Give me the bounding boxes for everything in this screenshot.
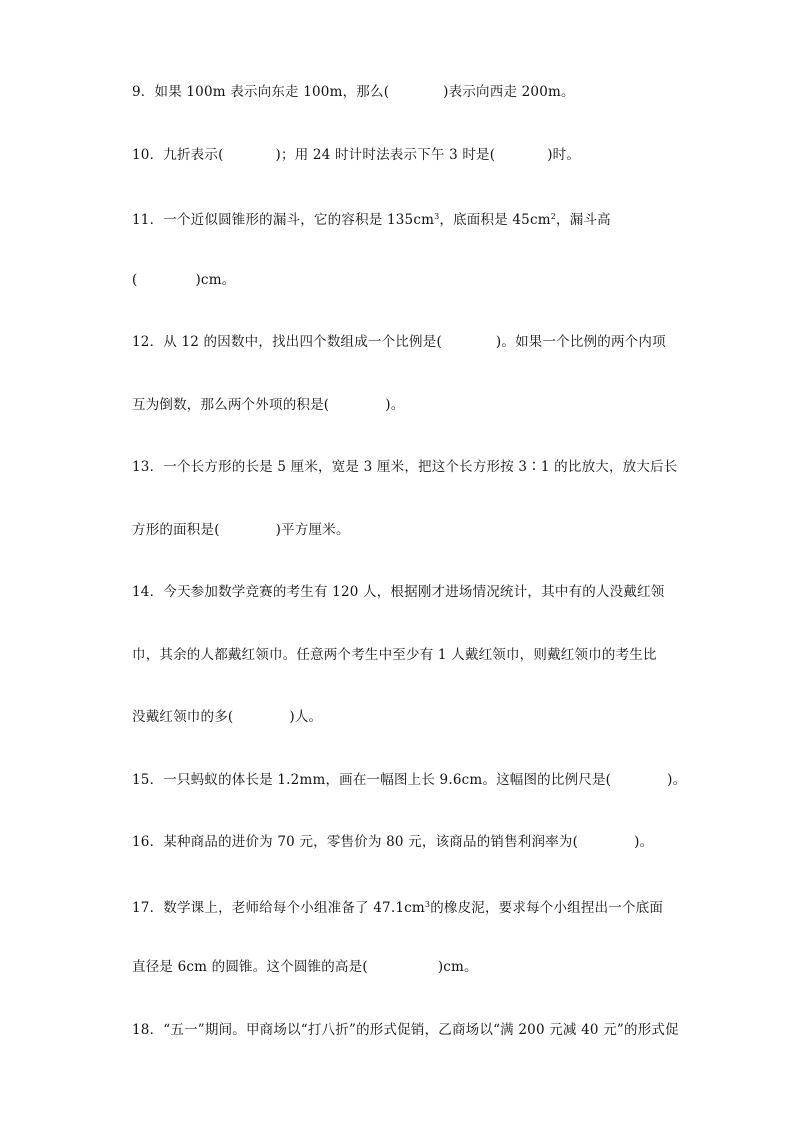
q11-text-pre: 11．一个近似圆锥形的漏斗，它的容积是 135cm — [132, 212, 435, 228]
q12-text-pre-2: 互为倒数，那么两个外项的积是( — [132, 397, 330, 413]
question-18-line-1 — [132, 1020, 679, 1040]
question-10 — [132, 145, 580, 165]
q10-text-post: )时。 — [547, 147, 581, 163]
question-11-line-2 — [132, 270, 235, 290]
q18-text: 18．“五一”期间。甲商场以“打八折”的形式促销，乙商场以“满 200 元减 40 元”的形式促 — [132, 1022, 679, 1038]
question-17-line-1 — [132, 895, 663, 918]
q15-text-pre: 15．一只蚂蚁的体长是 1.2mm，画在一幅图上长 9.6cm。这幅图的比例尺是( — [132, 772, 612, 788]
q13-text-post: )平方厘米。 — [275, 522, 350, 538]
q17-text-post-2: )cm。 — [437, 959, 478, 975]
q16-text-post: )。 — [634, 834, 654, 850]
question-12-line-1 — [132, 332, 666, 352]
question-14-line-1 — [132, 582, 664, 602]
question-14-line-2 — [132, 645, 657, 665]
question-13-line-2 — [132, 520, 350, 540]
q10-text-pre: 10．九折表示( — [132, 147, 224, 163]
q14-text-2: 巾，其余的人都戴红领巾。任意两个考生中至少有 1 人戴红领巾，则戴红领巾的考生比 — [132, 647, 657, 663]
superscript: 3 — [434, 212, 440, 221]
question-11-line-1 — [132, 207, 611, 230]
q11-text-mid: ，底面积是 45cm — [439, 212, 551, 228]
question-15 — [132, 770, 686, 790]
question-14-line-3 — [132, 707, 322, 727]
superscript: 3 — [424, 900, 431, 909]
question-9 — [132, 82, 575, 102]
q13-text-pre: 方形的面积是( — [132, 522, 220, 538]
q9-text-pre: 9．如果 100m 表示向东走 100m，那么( — [132, 84, 390, 100]
q12-text-pre: 12．从 12 的因数中，找出四个数组成一个比例是( — [132, 334, 442, 350]
q9-text-post: )表示向西走 200m。 — [443, 84, 575, 100]
question-16 — [132, 832, 653, 852]
q10-text-mid: )；用 24 时计时法表示下午 3 时是( — [275, 147, 496, 163]
q12-text-post-2: )。 — [385, 397, 405, 413]
q17-text-pre: 17．数学课上，老师给每个小组准备了 47.1cm — [132, 900, 425, 916]
q15-text-post: )。 — [667, 772, 687, 788]
question-12-line-2 — [132, 395, 404, 415]
superscript: 2 — [550, 212, 557, 221]
q12-text-post: )。如果一个比例的两个内项 — [495, 334, 666, 350]
q14-text-1: 14．今天参加数学竞赛的考生有 120 人，根据刚才进场情况统计，其中有的人没戴红领 — [132, 584, 665, 600]
q14-text-pre: 没戴红领巾的多( — [132, 709, 234, 725]
q11-text-post: ，漏斗高 — [556, 212, 611, 228]
q17-text-pre-2: 直径是 6cm 的圆锥。这个圆锥的高是( — [132, 959, 368, 975]
question-13-line-1 — [132, 457, 677, 477]
q14-text-post: )人。 — [289, 709, 323, 725]
q11-text-end: )cm。 — [195, 272, 236, 288]
q11-paren-open: ( — [132, 272, 138, 288]
q16-text-pre: 16．某种商品的进价为 70 元，零售价为 80 元，该商品的销售利润率为( — [132, 834, 579, 850]
q13-text: 13．一个长方形的长是 5 厘米，宽是 3 厘米，把这个长方形按 3∶1 的比放大，放大后长 — [132, 459, 678, 475]
question-17-line-2 — [132, 957, 478, 977]
q17-text-post: 的橡皮泥，要求每个小组捏出一个底面 — [430, 900, 664, 916]
